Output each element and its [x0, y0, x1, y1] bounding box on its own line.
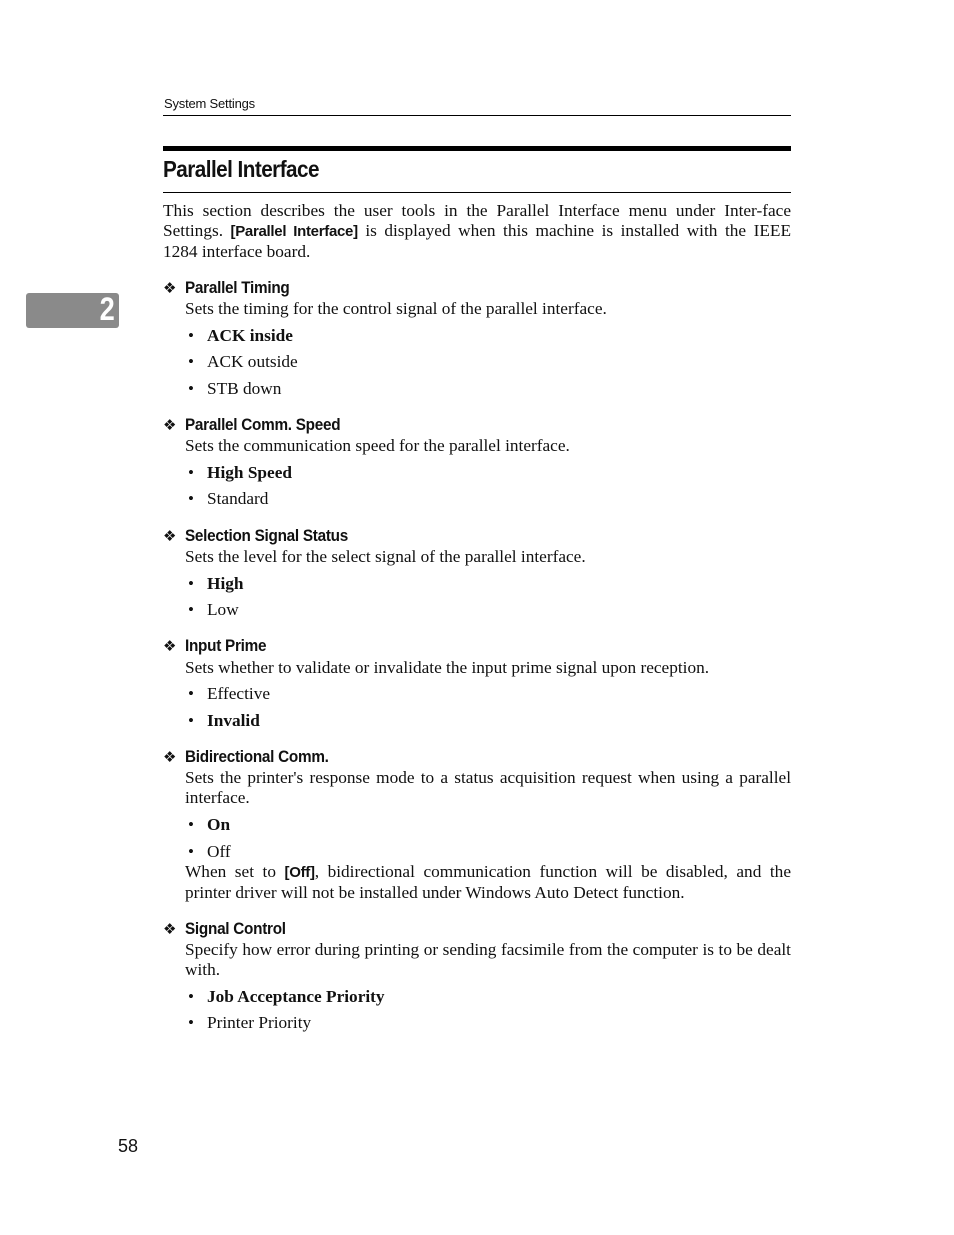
running-header: System Settings — [164, 96, 255, 111]
item-desc-parallel-comm-speed: Sets the communication speed for the parallel interface. — [185, 436, 570, 455]
option-ack-inside: ACK inside — [207, 326, 293, 345]
diamond-icon: ❖ — [163, 527, 177, 545]
bullet-icon: • — [188, 574, 194, 593]
note-text-end: , bidirectional communication function will be disabled, and the printer driver will not be installed under Windows Auto Detect function. — [185, 862, 791, 902]
bullet-icon: • — [188, 987, 194, 1006]
intro-text-end: is displayed when this machine is installed with the IEEE 1284 interface board. — [163, 221, 791, 261]
note-keyword: [Off] — [284, 864, 315, 881]
bullet-icon: • — [188, 489, 194, 508]
bullet-icon: • — [188, 600, 194, 619]
diamond-icon: ❖ — [163, 416, 177, 434]
title-rule-bottom — [163, 192, 791, 193]
item-title-signal-control: Signal Control — [185, 919, 286, 938]
option-standard: Standard — [207, 489, 269, 508]
item-title-parallel-comm-speed: Parallel Comm. Speed — [185, 415, 341, 434]
bullet-icon: • — [188, 842, 194, 861]
header-rule — [163, 115, 791, 116]
item-desc-bidirectional-comm: Sets the printer's response mode to a status acquisition request when using a parallel interface. — [185, 768, 791, 807]
bullet-icon: • — [188, 684, 194, 703]
option-on: On — [207, 815, 231, 834]
option-job-acceptance-priority: Job Acceptance Priority — [207, 987, 385, 1006]
intro-keyword: [Parallel Interface] — [230, 223, 358, 240]
bullet-icon: • — [188, 463, 194, 482]
option-high: High — [207, 574, 244, 593]
page-number: 58 — [118, 1136, 139, 1156]
item-title-parallel-timing: Parallel Timing — [185, 278, 290, 297]
bullet-icon: • — [188, 815, 194, 834]
item-note-bidirectional-comm — [185, 862, 791, 903]
bullet-icon: • — [188, 711, 194, 730]
diamond-icon: ❖ — [163, 748, 177, 766]
diamond-icon: ❖ — [163, 279, 177, 297]
option-high-speed: High Speed — [207, 463, 292, 482]
chapter-number: 2 — [99, 291, 115, 327]
item-desc-selection-signal-status: Sets the level for the select signal of the parallel interface. — [185, 547, 586, 566]
item-desc-input-prime: Sets whether to validate or invalidate the input prime signal upon reception. — [185, 658, 710, 677]
bullet-icon: • — [188, 326, 194, 345]
option-off: Off — [207, 842, 231, 861]
title-rule-top — [163, 146, 791, 151]
diamond-icon: ❖ — [163, 920, 177, 938]
option-stb-down: STB down — [207, 379, 282, 398]
chapter-tab — [26, 293, 119, 328]
option-low: Low — [207, 600, 239, 619]
bullet-icon: • — [188, 352, 194, 371]
item-title-input-prime: Input Prime — [185, 636, 267, 655]
section-title: Parallel Interface — [163, 156, 319, 182]
item-title-bidirectional-comm: Bidirectional Comm. — [185, 747, 329, 766]
option-ack-outside: ACK outside — [207, 352, 298, 371]
option-printer-priority: Printer Priority — [207, 1013, 312, 1032]
bullet-icon: • — [188, 1013, 194, 1032]
item-title-selection-signal-status: Selection Signal Status — [185, 526, 348, 545]
intro-text-start: This section describes the user tools in the Parallel Interface menu under Inter-face Settings. — [163, 201, 791, 240]
intro-paragraph — [163, 201, 791, 262]
option-effective: Effective — [207, 684, 271, 703]
bullet-icon: • — [188, 379, 194, 398]
item-desc-signal-control: Specify how error during printing or sending facsimile from the computer is to be dealt with. — [185, 940, 791, 979]
note-text-start: When set to — [185, 862, 285, 881]
diamond-icon: ❖ — [163, 637, 177, 655]
option-invalid: Invalid — [207, 711, 260, 730]
item-desc-parallel-timing: Sets the timing for the control signal of the parallel interface. — [185, 299, 607, 318]
